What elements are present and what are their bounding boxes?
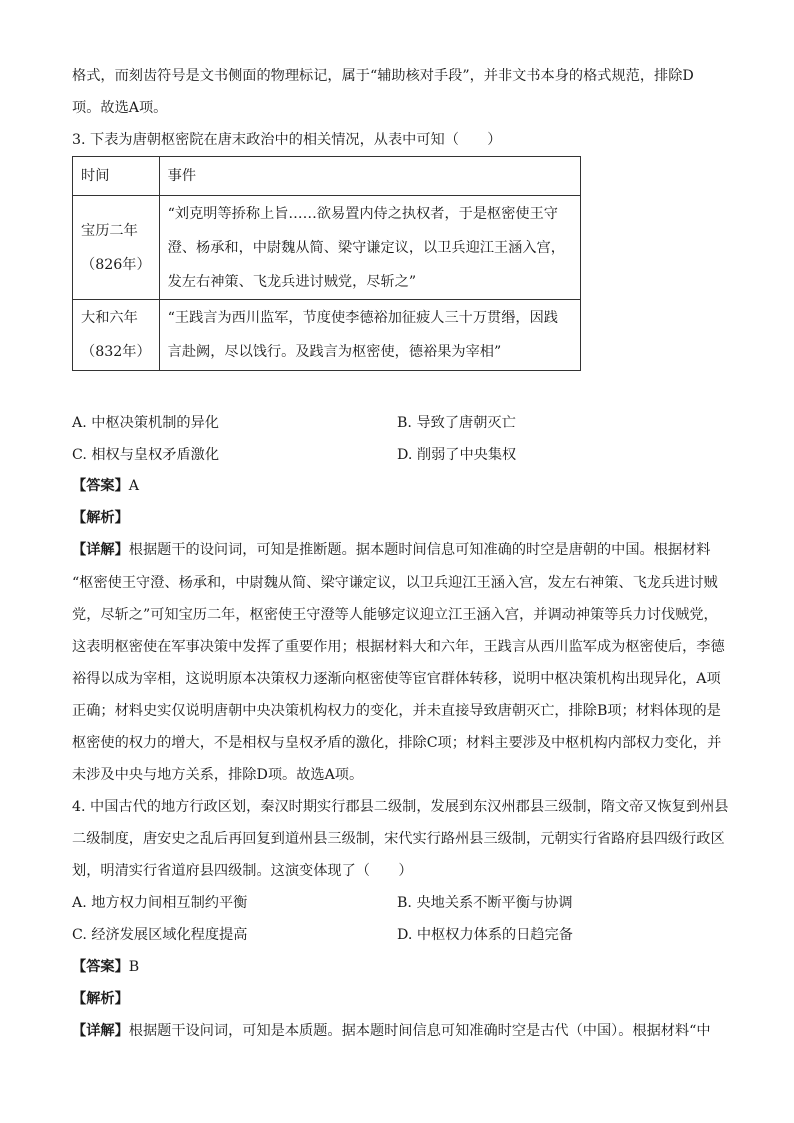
time-year: （826年） (81, 256, 151, 273)
answer-tag: 【答案】 (72, 478, 129, 494)
event-line: 言赴阙，尽以饯行。及践言为枢密使，德裕果为宰相” (167, 344, 502, 360)
detail-line: 正确；材料史实仅说明唐朝中央决策机构权力的变化，并未直接导致唐朝灭亡，排除B项；材料体现的是 (72, 703, 721, 719)
answer-line (72, 476, 139, 496)
option-b: B. 央地关系不断平衡与协调 (397, 895, 573, 911)
option-d: D. 削弱了中央集权 (397, 447, 517, 463)
table-header-time: 时间 (73, 157, 160, 196)
answer-tag: 【答案】 (72, 959, 129, 975)
event-line: “刘克明等挢称上旨……欲易置内侍之执权者，于是枢密使王守 (167, 205, 558, 222)
option-a: A. 地方权力间相互制约平衡 (72, 895, 248, 911)
answer-value: B (128, 959, 140, 975)
analysis-tag: 【解析】 (72, 991, 129, 1007)
table-row (73, 300, 581, 371)
table-cell-event (159, 196, 580, 300)
answer-line (72, 957, 139, 977)
paragraph-line: 格式，而刻齿符号是文书侧面的物理标记，属于“辅助核对手段”，并非文书本身的格式规范，排除D (72, 68, 694, 84)
detail-line: 【详解】根据题干设问词，可知是本质题。据本题时间信息可知准确时空是古代（中国）。根据材料“中 (72, 1023, 711, 1039)
question-4-stem: 划，明清实行省道府县四级制。这演变体现了（ ） (72, 863, 413, 879)
time-text: 宝历二年 (81, 222, 138, 239)
option-b: B. 导致了唐朝灭亡 (397, 415, 516, 431)
table-header-row (73, 157, 581, 196)
detail-line: 这表明枢密使在军事决策中发挥了重要作用；根据材料大和六年，王践言从西川监军成为枢密使后，李德 (72, 639, 725, 655)
event-line: “王践言为西川监军，节度使李德裕加征疲人三十万贯缗，因践 (167, 310, 558, 326)
table-header-event: 事件 (159, 157, 580, 196)
option-d: D. 中枢权力体系的日趋完备 (397, 927, 573, 943)
detail-line: 党，尽斩之”可知宝历二年，枢密使王守澄等人能够定议迎立江王涵入宫，并调动神策等兵力讨伐贼党， (72, 607, 718, 623)
option-c: C. 经济发展区域化程度提高 (72, 927, 248, 943)
table-cell-time (73, 196, 160, 300)
question-4-stem: 二级制度，唐安史之乱后再回复到道州县三级制，宋代实行路州县三级制，元朝实行省路府县四级行政区 (72, 831, 725, 847)
answer-value: A (128, 478, 140, 494)
detail-line: “枢密使王守澄、杨承和，中尉魏从简、梁守谦定议，以卫兵迎江王涵入宫，发左右神策、飞龙兵进讨贼 (72, 575, 718, 591)
detail-line: 未涉及中央与地方关系，排除D项。故选A项。 (72, 767, 364, 783)
paragraph-line: 项。故选A项。 (72, 100, 168, 116)
time-year: （832年） (81, 344, 151, 360)
detail-line: 枢密使的权力的增大，不是相权与皇权矛盾的激化，排除C项；材料主要涉及中枢机构内部权力变化，并 (72, 735, 722, 751)
time-text: 大和六年 (81, 310, 138, 326)
question-4-stem: 4. 中国古代的地方行政区划，秦汉时期实行郡县二级制，发展到东汉州郡县三级制，隋文帝又恢复到州县 (72, 799, 729, 815)
event-line: 澄、杨承和，中尉魏从简、梁守谦定议，以卫兵迎江王涵入宫， (167, 239, 565, 256)
question-3-stem: 3. 下表为唐朝枢密院在唐末政治中的相关情况，从表中可知（ ） (72, 132, 502, 148)
detail-line: 裕得以成为宰相，这说明原本决策权力逐渐向枢密使等宦官群体转移，说明中枢决策机构出现异化，A项 (72, 671, 721, 687)
event-line: 发左右神策、飞龙兵进讨贼党，尽斩之” (167, 273, 417, 290)
table-cell-time (73, 300, 160, 371)
detail-line: 【详解】根据题干的设问词，可知是推断题。据本题时间信息可知准确的时空是唐朝的中国。根据材料 (72, 542, 711, 558)
table-cell-event (159, 300, 580, 371)
table-row (73, 196, 581, 300)
detail-tag: 【详解】 (72, 1023, 129, 1039)
detail-tag: 【详解】 (72, 542, 129, 558)
option-a: A. 中枢决策机制的异化 (72, 415, 219, 431)
analysis-tag: 【解析】 (72, 510, 129, 526)
question-3-table (72, 156, 581, 371)
option-c: C. 相权与皇权矛盾激化 (72, 447, 220, 463)
